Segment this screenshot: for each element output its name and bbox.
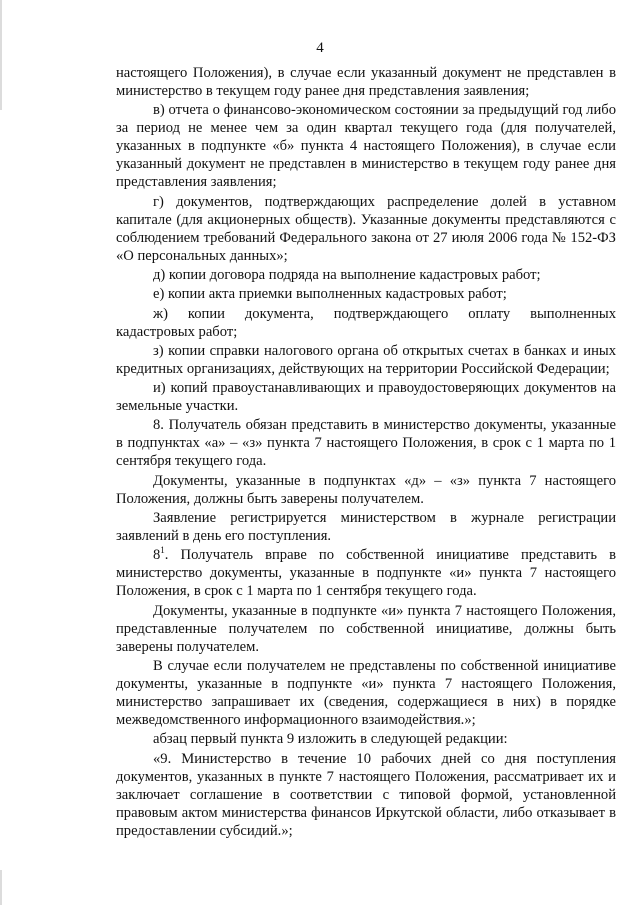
clause-8-1-superscript: 1 [160, 545, 165, 556]
document-body [116, 64, 616, 841]
paragraph-item-g: г) документов, подтверждающих распределение долей в уставном капитале (для акционерных обществ). Указанные документы представляются с соблюдением требований Федерального закона от 27 июля 2006 года № 152-ФЗ «О персональных данных»; [116, 193, 616, 264]
clause-8-1-text: . Получатель вправе по собственной инициативе представить в министерство документы, указанные в подпункте «и» пункта 7 настоящего Положения, в срок с 1 марта по 1 сентября текущего года. [116, 547, 616, 600]
paragraph-clause-8-registration: Заявление регистрируется министерством в журнале регистрации заявлений в день его поступления. [116, 510, 616, 545]
paragraph-clause-8-1-request: В случае если получателем не представлены по собственной инициативе документы, указанные в подпункте «и» пункта 7 настоящего Положения, министерство запрашивает их (сведения, содержащиеся в них) в порядке межведомственного информационного взаимодействия.»; [116, 657, 616, 729]
paragraph-item-d: д) копии договора подряда на выполнение кадастровых работ; [153, 267, 541, 284]
paragraph-continuation: настоящего Положения), в случае если указанный документ не представлен в министерство в текущем году ранее дня представления заявления; [116, 65, 616, 100]
paragraph-item-e: е) копии акта приемки выполненных кадастровых работ; [153, 286, 507, 303]
paragraph-item-z: з) копии справки налогового органа об открытых счетах в банках и иных кредитных организациях, действующих на территории Российской Федерации; [116, 342, 616, 377]
paragraph-clause-9: «9. Министерство в течение 10 рабочих дней со дня поступления документов, указанных в пункте 7 настоящего Положения, рассматривает их и заключает соглашение в соответствии с типовой формой, установленной правовым актом министерства финансов Иркутской области, либо отказывает в предоставлении субсидий.»; [116, 750, 616, 839]
paragraph-clause-8-1 [116, 546, 616, 600]
scan-edge-mark [0, 870, 2, 905]
paragraph-amendment-intro: абзац первый пункта 9 изложить в следующей редакции: [153, 731, 508, 748]
paragraph-clause-8-1-certification: Документы, указанные в подпункте «и» пункта 7 настоящего Положения, представленные получателем по собственной инициативе, должны быть заверены получателем. [116, 602, 616, 655]
paragraph-item-i: и) копий правоустанавливающих и правоудостоверяющих документов на земельные участки. [116, 380, 616, 415]
paragraph-item-v: в) отчета о финансово-экономическом состоянии за предыдущий год либо за период не менее чем за один квартал текущего года (для получателей, указанных в подпункте «б» пункта 4 настоящего Положения), в случае если указанный документ не представлен в министерство в текущем году ранее дня представления заявления; [116, 102, 616, 191]
paragraph-item-zh: ж) копии документа, подтверждающего оплату выполненных кадастровых работ; [116, 305, 616, 340]
page-number: 4 [316, 40, 324, 56]
paragraph-clause-8-certification: Документы, указанные в подпунктах «д» – «з» пункта 7 настоящего Положения, должны быть заверены получателем. [116, 472, 616, 507]
paragraph-clause-8: 8. Получатель обязан представить в министерство документы, указанные в подпунктах «а» – «з» пункта 7 настоящего Положения, в срок с 1 марта по 1 сентября текущего года. [116, 417, 616, 470]
clause-8-1-number: 8 [153, 547, 161, 564]
